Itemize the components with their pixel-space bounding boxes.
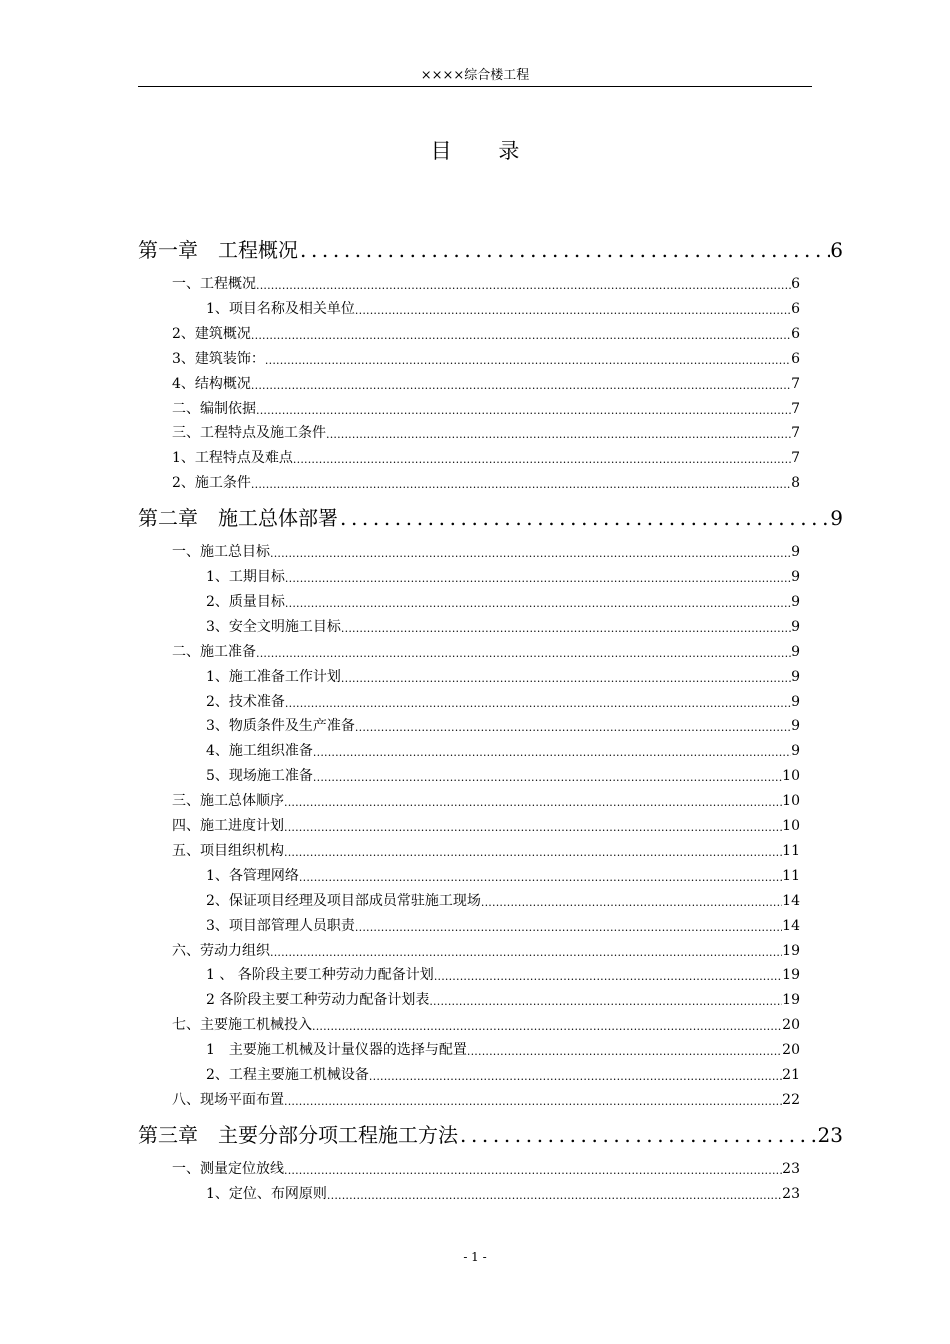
- toc-leader-dots: [355, 920, 782, 936]
- toc-entry-page: 9: [830, 506, 843, 531]
- toc-entry-page: 7: [791, 400, 800, 417]
- toc-entry-label: 1、工期目标: [206, 569, 285, 585]
- toc-entry-row[interactable]: [206, 1065, 800, 1085]
- toc-chapter-row[interactable]: [138, 236, 843, 264]
- toc-entry-page: 7: [791, 375, 800, 392]
- toc-leader-dots: [313, 770, 782, 786]
- toc-entry-row[interactable]: [172, 642, 800, 662]
- toc-leader-dots: [284, 795, 782, 811]
- toc-entry-page: 9: [791, 569, 800, 585]
- toc-entry-label: 3、建筑装饰：: [172, 350, 265, 367]
- toc-entry-label: 三、工程特点及施工条件: [172, 425, 326, 442]
- toc-entry-label: 2、工程主要施工机械设备: [206, 1067, 369, 1083]
- toc-leader-dots: [265, 353, 791, 369]
- toc-entry-row[interactable]: [172, 399, 800, 419]
- toc-entry-page: 8: [791, 475, 800, 492]
- toc-entry-page: 22: [782, 1091, 800, 1108]
- toc-entry-label: 二、施工准备: [172, 643, 256, 660]
- toc-entry-label: 1、定位、布网原则: [206, 1185, 327, 1202]
- toc-leader-dots: [284, 820, 782, 836]
- toc-entry-label: 第三章 主要分部分项工程施工方法: [138, 1122, 458, 1147]
- toc-entry-label: 3、物质条件及生产准备: [206, 718, 355, 735]
- toc-leader-dots: [251, 477, 791, 493]
- toc-leader-dots: [256, 278, 791, 294]
- toc-leader-dots: [481, 895, 782, 911]
- toc-entry-label: 3、安全文明施工目标: [206, 618, 341, 635]
- toc-leader-dots: [467, 1044, 782, 1060]
- toc-entry-label: 一、测量定位放线: [172, 1160, 284, 1177]
- toc-entry-page: 7: [791, 450, 800, 467]
- toc-entry-label: 2、技术准备: [206, 693, 285, 710]
- toc-entry-page: 23: [782, 1160, 800, 1177]
- toc-entry-page: 9: [791, 718, 800, 735]
- toc-entry-label: 四、施工进度计划: [172, 818, 284, 834]
- toc-entry-label: 第二章 施工总体部署: [138, 506, 338, 531]
- toc-entry-row[interactable]: [206, 667, 800, 687]
- toc-leader-dots: [284, 1163, 782, 1179]
- toc-entry-row[interactable]: [206, 692, 800, 712]
- toc-leader-dots: [285, 696, 791, 712]
- toc-entry-label: 5、现场施工准备: [206, 768, 313, 785]
- toc-leader-dots: [270, 546, 791, 562]
- toc-entry-label: 五、项目组织机构: [172, 842, 284, 859]
- toc-entry-row[interactable]: [206, 716, 800, 736]
- toc-entry-row[interactable]: [172, 1090, 800, 1110]
- toc-entry-page: 9: [791, 643, 800, 660]
- toc-entry-row[interactable]: [206, 741, 800, 761]
- toc-entry-page: 19: [782, 942, 800, 959]
- page-number: - 1 -: [463, 1250, 487, 1264]
- toc-entry-label: 4、施工组织准备: [206, 743, 313, 760]
- toc-entry-page: 9: [791, 593, 800, 610]
- toc-entry-row[interactable]: [172, 274, 800, 294]
- toc-entry-label: 3、项目部管理人员职责: [206, 917, 355, 934]
- toc-entry-page: 9: [791, 668, 800, 685]
- toc-entry-page: 6: [830, 238, 843, 262]
- toc-entry-label: 2、施工条件: [172, 475, 251, 492]
- toc-leader-dots: [355, 303, 791, 319]
- toc-leader-dots: [285, 596, 791, 612]
- toc-entry-page: 10: [782, 818, 800, 834]
- toc-entry-page: 23: [817, 1122, 843, 1147]
- toc-entry-label: 1、各管理网络: [206, 867, 299, 884]
- toc-entry-page: 14: [782, 892, 800, 909]
- toc-entry-page: 20: [782, 1042, 800, 1059]
- toc-leader-dots: [251, 328, 791, 344]
- toc-entry-label: 第一章 工程概况: [138, 238, 298, 262]
- toc-entry-label: 六、劳动力组织: [172, 942, 270, 959]
- toc-entry-page: 9: [791, 693, 800, 710]
- toc-leader-dots: [285, 571, 791, 587]
- toc-entry-row[interactable]: [206, 965, 800, 985]
- toc-leader-dots: [341, 671, 791, 687]
- toc-entry-label: 1 、 各阶段主要工种劳动力配备计划: [206, 967, 434, 984]
- toc-entry-label: 1、施工准备工作计划: [206, 668, 341, 685]
- toc-entry-row[interactable]: [172, 349, 800, 369]
- toc-entry-label: 1 主要施工机械及计量仪器的选择与配置: [206, 1042, 467, 1059]
- toc-entry-page: 19: [782, 967, 800, 984]
- toc-entry-row[interactable]: [172, 841, 800, 861]
- toc-entry-row[interactable]: [172, 542, 800, 562]
- toc-chapter-row[interactable]: [138, 504, 843, 532]
- toc-entry-row[interactable]: [172, 816, 800, 836]
- toc-entry-row[interactable]: [206, 766, 800, 786]
- toc-entry-row[interactable]: [172, 1159, 800, 1179]
- toc-entry-row[interactable]: [206, 592, 800, 612]
- toc-leader-dots: [284, 845, 782, 861]
- toc-leader-dots: [313, 745, 791, 761]
- toc-entry-row[interactable]: [206, 567, 800, 587]
- toc-entry-page: 9: [791, 618, 800, 635]
- toc-entry-label: 一、工程概况: [172, 276, 256, 292]
- toc-leader-dots: [341, 621, 791, 637]
- toc-entry-row[interactable]: [206, 891, 800, 911]
- toc-entry-label: 八、现场平面布置: [172, 1091, 284, 1108]
- toc-entry-label: 4、结构概况: [172, 375, 251, 392]
- toc-leader-dots: [300, 236, 830, 264]
- toc-leader-dots: [270, 945, 782, 961]
- toc-chapter-row[interactable]: [138, 1121, 843, 1149]
- toc-leader-dots: [434, 969, 782, 985]
- toc-entry-page: 11: [782, 867, 800, 884]
- toc-entry-page: 7: [791, 425, 800, 442]
- toc-entry-row[interactable]: [172, 324, 800, 344]
- toc-leader-dots: [299, 870, 782, 886]
- toc-entry-page: 20: [782, 1017, 800, 1034]
- toc-entry-label: 七、主要施工机械投入: [172, 1017, 312, 1034]
- toc-leader-dots: [340, 504, 830, 532]
- toc-leader-dots: [256, 646, 791, 662]
- toc-leader-dots: [369, 1069, 782, 1085]
- toc-entry-page: 11: [782, 842, 800, 859]
- toc-leader-dots: [293, 452, 791, 468]
- toc-entry-row[interactable]: [172, 791, 800, 811]
- toc-entry-page: 6: [791, 300, 800, 317]
- toc-entry-page: 19: [782, 992, 800, 1009]
- toc-entry-page: 6: [791, 350, 800, 367]
- toc-entry-label: 2 各阶段主要工种劳动力配备计划表: [206, 992, 430, 1009]
- toc-entry-label: 1、项目名称及相关单位: [206, 300, 355, 317]
- toc-entry-page: 10: [782, 768, 800, 785]
- toc-leader-dots: [251, 378, 791, 394]
- toc-entry-label: 二、编制依据: [172, 400, 256, 417]
- toc-leader-dots: [460, 1121, 818, 1149]
- toc-entry-label: 三、施工总体顺序: [172, 793, 284, 810]
- toc-entry-label: 2、质量目标: [206, 593, 285, 610]
- toc-entry-row[interactable]: [206, 299, 800, 319]
- toc-entry-label: 一、施工总目标: [172, 544, 270, 561]
- toc-leader-dots: [284, 1094, 782, 1110]
- toc-entry-page: 6: [791, 325, 800, 342]
- toc-entry-page: 21: [782, 1067, 800, 1083]
- toc-entry-row[interactable]: [206, 617, 800, 637]
- toc-leader-dots: [312, 1019, 782, 1035]
- toc-entry-page: 10: [782, 793, 800, 810]
- toc-leader-dots: [429, 994, 782, 1010]
- toc-title: 目 录: [430, 139, 540, 163]
- toc-entry-row[interactable]: [206, 916, 800, 936]
- toc-entry-page: 23: [782, 1185, 800, 1202]
- page-header: ××××综合楼工程: [420, 68, 530, 83]
- toc-entry-row[interactable]: [206, 1040, 800, 1060]
- toc-entry-row[interactable]: [206, 1184, 800, 1204]
- toc-entry-row[interactable]: [172, 374, 800, 394]
- toc-leader-dots: [355, 720, 791, 736]
- toc-entry-row[interactable]: [172, 448, 800, 468]
- toc-leader-dots: [256, 403, 791, 419]
- toc-entry-page: 6: [791, 276, 800, 292]
- toc-entry-page: 9: [791, 544, 800, 561]
- toc-leader-dots: [327, 1188, 782, 1204]
- toc-leader-dots: [326, 427, 791, 443]
- toc-entry-page: 14: [782, 917, 800, 934]
- toc-entry-page: 9: [791, 743, 800, 760]
- toc-entry-row[interactable]: [172, 1015, 800, 1035]
- toc-entry-row[interactable]: [206, 866, 800, 886]
- toc-entry-row[interactable]: [172, 473, 800, 493]
- toc-entry-label: 2、保证项目经理及项目部成员常驻施工现场: [206, 892, 481, 909]
- toc-entry-label: 1、工程特点及难点: [172, 450, 293, 467]
- toc-entry-row[interactable]: [206, 990, 800, 1010]
- toc-entry-row[interactable]: [172, 941, 800, 961]
- toc-entry-label: 2、建筑概况: [172, 325, 251, 342]
- toc-entry-row[interactable]: [172, 423, 800, 443]
